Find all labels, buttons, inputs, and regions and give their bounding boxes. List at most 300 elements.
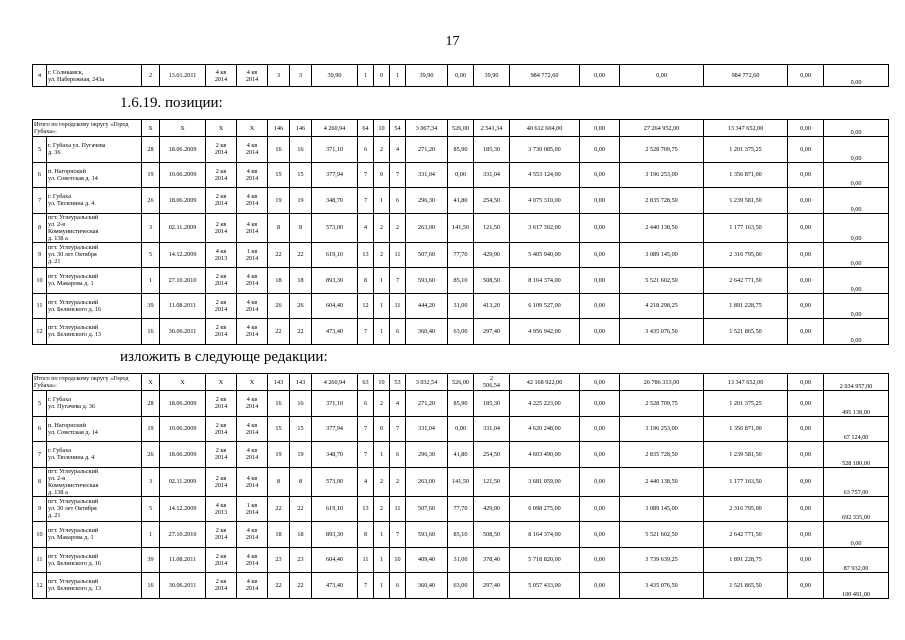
- table-cell: 41,80: [448, 442, 474, 468]
- table-cell: 2 506,54: [474, 374, 510, 391]
- table-cell: 3 089 145,00: [620, 496, 704, 522]
- table-row: [33, 137, 889, 163]
- table-cell: X: [160, 120, 206, 137]
- top-table: [32, 64, 889, 87]
- table-cell: 7: [390, 522, 406, 548]
- table-cell: 2 кв 2014: [206, 137, 237, 163]
- table-cell: 1: [374, 522, 390, 548]
- table-cell: 0,00: [620, 65, 704, 87]
- table-cell: 5 521 602,50: [620, 522, 704, 548]
- table-cell: 27 264 952,00: [620, 120, 704, 137]
- table-cell: 26 786 313,00: [620, 374, 704, 391]
- table-cell: 409,40: [406, 547, 448, 573]
- table-cell: 11: [390, 293, 406, 319]
- table-cell: X: [237, 374, 268, 391]
- table-cell: 10: [374, 120, 390, 137]
- table-cell: 77,70: [448, 242, 474, 268]
- table-cell: 5: [142, 496, 160, 522]
- table-cell: 2 034 957,00: [824, 374, 889, 391]
- table-cell: 39: [142, 547, 160, 573]
- table-cell: 7: [358, 188, 374, 214]
- table-cell: 507,60: [406, 496, 448, 522]
- table-cell: 371,10: [312, 391, 358, 417]
- table-cell: 4 кв 2014: [237, 293, 268, 319]
- table-cell: 1 356 871,00: [704, 162, 788, 188]
- table-cell: 13 347 652,00: [704, 374, 788, 391]
- table-cell: 11.08.2011: [160, 547, 206, 573]
- table-cell: 13: [358, 242, 374, 268]
- table-cell: 39: [142, 293, 160, 319]
- table-cell: 0,00: [788, 65, 824, 87]
- address-cell: Итого по городскому округу «Город Губаха»:: [33, 374, 142, 391]
- table-cell: 573,00: [312, 213, 358, 242]
- table-cell: 2 кв 2014: [206, 268, 237, 294]
- table-row: [33, 547, 889, 573]
- table-cell: 26: [268, 293, 290, 319]
- table-cell: 18: [268, 522, 290, 548]
- table-cell: 85,90: [448, 391, 474, 417]
- table-row: [33, 416, 889, 442]
- table-cell: 0,00: [448, 416, 474, 442]
- table-cell: 371,10: [312, 137, 358, 163]
- table-cell: 4 218 298,25: [620, 293, 704, 319]
- table-cell: 15: [290, 416, 312, 442]
- table-cell: 1: [358, 65, 374, 87]
- table-cell: 2 кв 2014: [206, 319, 237, 345]
- table-cell: 2 кв 2014: [206, 213, 237, 242]
- address-cell: г. Соликамск, ул. Набережная, 243а: [47, 65, 142, 87]
- table-cell: 2 кв 2014: [206, 522, 237, 548]
- section-heading: 1.6.19. позиции:: [120, 95, 223, 111]
- table-cell: 0,00: [788, 467, 824, 496]
- table-cell: 4 кв 2014: [237, 442, 268, 468]
- table-cell: 2: [374, 137, 390, 163]
- table-cell: 3 067,34: [406, 120, 448, 137]
- table-cell: 146: [268, 120, 290, 137]
- table-cell: 1 891 228,75: [704, 293, 788, 319]
- table-cell: 0,00: [824, 268, 889, 294]
- table-cell: 0,00: [788, 547, 824, 573]
- address-cell: пгт. Углеуральский ул. Белинского д. 16: [47, 293, 142, 319]
- table-cell: 271,20: [406, 391, 448, 417]
- table-cell: 0,00: [580, 268, 620, 294]
- table-cell: 26: [142, 188, 160, 214]
- table-cell: 27.10.2010: [160, 268, 206, 294]
- table-cell: 0,00: [824, 162, 889, 188]
- table-cell: 31,00: [448, 293, 474, 319]
- table-cell: 7: [33, 442, 47, 468]
- table-cell: 2 кв 2014: [206, 188, 237, 214]
- table-row: [33, 213, 889, 242]
- table-cell: 40 612 604,00: [510, 120, 580, 137]
- table-cell: 7: [33, 188, 47, 214]
- table-cell: 296,30: [406, 442, 448, 468]
- table-cell: 10.06.2009: [160, 416, 206, 442]
- table-cell: 473,40: [312, 573, 358, 599]
- table-cell: 4: [358, 213, 374, 242]
- table-cell: 11: [390, 242, 406, 268]
- table-cell: 28: [142, 137, 160, 163]
- table-cell: 8: [268, 213, 290, 242]
- table-cell: 18.06.2009: [160, 188, 206, 214]
- table-cell: 4: [358, 467, 374, 496]
- table-cell: 7: [390, 268, 406, 294]
- table-cell: 2: [374, 496, 390, 522]
- table-cell: 1 239 581,50: [704, 442, 788, 468]
- table-cell: 377,94: [312, 416, 358, 442]
- table-cell: 0,00: [448, 65, 474, 87]
- table-cell: 0,00: [580, 242, 620, 268]
- table-cell: 4 кв 2014: [237, 213, 268, 242]
- table-cell: 13 347 652,00: [704, 120, 788, 137]
- table-cell: 6 098 275,00: [510, 496, 580, 522]
- table-cell: 254,50: [474, 442, 510, 468]
- table-cell: 0,00: [788, 213, 824, 242]
- table-cell: 185,30: [474, 137, 510, 163]
- table-cell: 6: [33, 162, 47, 188]
- table-cell: 63,00: [448, 319, 474, 345]
- total-row: [33, 120, 889, 137]
- table-row: [33, 162, 889, 188]
- table-cell: 4 кв 2014: [237, 547, 268, 573]
- table-cell: 0,00: [788, 416, 824, 442]
- table-cell: 297,40: [474, 573, 510, 599]
- table-cell: 10: [33, 522, 47, 548]
- table-cell: 16: [268, 391, 290, 417]
- table-cell: 14.12.2009: [160, 242, 206, 268]
- table-cell: 2 642 771,50: [704, 522, 788, 548]
- table-cell: 2 440 138,50: [620, 467, 704, 496]
- table-cell: 271,20: [406, 137, 448, 163]
- table-cell: 1 521 865,50: [704, 319, 788, 345]
- table-cell: 495 138,00: [824, 391, 889, 417]
- table-cell: 30.06.2011: [160, 573, 206, 599]
- table-cell: 0,00: [824, 293, 889, 319]
- table-cell: 2: [390, 467, 406, 496]
- table-cell: 12: [33, 319, 47, 345]
- table-cell: 6: [358, 137, 374, 163]
- table-cell: 0,00: [580, 293, 620, 319]
- table-cell: 26: [290, 293, 312, 319]
- table-cell: 2 кв 2014: [206, 442, 237, 468]
- table-cell: 18: [290, 522, 312, 548]
- table-cell: 22: [290, 573, 312, 599]
- table-cell: 692 335,00: [824, 496, 889, 522]
- table-cell: 4: [390, 391, 406, 417]
- table-cell: 22: [290, 496, 312, 522]
- table-cell: 77,70: [448, 496, 474, 522]
- table-cell: 893,30: [312, 268, 358, 294]
- table-cell: 28: [142, 391, 160, 417]
- table-cell: 528 180,00: [824, 442, 889, 468]
- table-cell: 3 435 076,50: [620, 319, 704, 345]
- table-cell: 0,00: [580, 137, 620, 163]
- table-cell: 16: [290, 391, 312, 417]
- table-cell: 0,00: [824, 319, 889, 345]
- table-cell: 3 435 076,50: [620, 573, 704, 599]
- table-cell: 5: [33, 391, 47, 417]
- table-cell: 4 кв 2014: [237, 416, 268, 442]
- table-cell: 19: [268, 442, 290, 468]
- table-cell: 30.06.2011: [160, 319, 206, 345]
- table-cell: 360,40: [406, 573, 448, 599]
- table-cell: 7: [390, 162, 406, 188]
- table-row: [33, 268, 889, 294]
- address-cell: Итого по городскому округу «Город Губаха»:: [33, 120, 142, 137]
- table-cell: 444,20: [406, 293, 448, 319]
- table-cell: 0,00: [788, 120, 824, 137]
- table-cell: 5: [142, 242, 160, 268]
- table-cell: 15: [268, 162, 290, 188]
- table-cell: 0,00: [580, 547, 620, 573]
- table-cell: 473,40: [312, 319, 358, 345]
- table-cell: 593,60: [406, 522, 448, 548]
- table-cell: 7: [390, 416, 406, 442]
- table-cell: 02.11.2009: [160, 467, 206, 496]
- table-cell: 3 617 302,00: [510, 213, 580, 242]
- table-cell: 19: [268, 188, 290, 214]
- table-row: [33, 242, 889, 268]
- address-cell: пгт. Углеуральский ул. Белинского д. 13: [47, 573, 142, 599]
- table-cell: 6: [390, 319, 406, 345]
- table-cell: 0,00: [824, 65, 889, 87]
- address-cell: пгт. Углеуральский ул. 30 лет Октября д. 21: [47, 242, 142, 268]
- table-cell: 3 089 145,00: [620, 242, 704, 268]
- table-cell: 2 835 728,50: [620, 442, 704, 468]
- table-cell: 2: [374, 391, 390, 417]
- address-cell: пгт. Углеуральский ул. 2-я Коммунистическая д. 138 а: [47, 467, 142, 496]
- address-cell: п. Нагорнский ул. Советская д. 14: [47, 416, 142, 442]
- table-cell: 9: [33, 496, 47, 522]
- table-cell: 87 932,00: [824, 547, 889, 573]
- table-cell: 13: [358, 496, 374, 522]
- address-cell: пгт. Углеуральский ул. 2-я Коммунистическая д. 138 а: [47, 213, 142, 242]
- table-cell: 8: [290, 467, 312, 496]
- table-row: [33, 65, 889, 87]
- table-cell: 0,00: [788, 573, 824, 599]
- table-cell: 2: [374, 213, 390, 242]
- table-cell: 22: [268, 573, 290, 599]
- table-cell: 526,00: [448, 374, 474, 391]
- table-cell: 141,50: [448, 213, 474, 242]
- table-cell: 16: [290, 137, 312, 163]
- table-cell: 0,00: [580, 319, 620, 345]
- table-cell: 22: [290, 242, 312, 268]
- table-cell: 85,90: [448, 137, 474, 163]
- table-cell: 15: [290, 162, 312, 188]
- table-cell: 1: [374, 442, 390, 468]
- table-cell: 27.10.2010: [160, 522, 206, 548]
- table-cell: 297,40: [474, 319, 510, 345]
- table-cell: 0,00: [788, 319, 824, 345]
- table-cell: 22: [290, 319, 312, 345]
- table-cell: 0,00: [580, 188, 620, 214]
- table-cell: 4 225 223,00: [510, 391, 580, 417]
- table-cell: X: [237, 120, 268, 137]
- table-cell: 378,40: [474, 547, 510, 573]
- table-row: [33, 442, 889, 468]
- table-cell: 67 124,00: [824, 416, 889, 442]
- table-cell: 3 730 085,00: [510, 137, 580, 163]
- table-cell: 4 603 490,00: [510, 442, 580, 468]
- table-cell: 0,00: [824, 242, 889, 268]
- table-cell: 63 757,00: [824, 467, 889, 496]
- table-cell: 85,10: [448, 268, 474, 294]
- table-cell: 141,50: [448, 467, 474, 496]
- table-cell: 0,00: [788, 268, 824, 294]
- table-cell: 6: [390, 188, 406, 214]
- table-cell: 0,00: [788, 293, 824, 319]
- table-cell: 2 835 728,50: [620, 188, 704, 214]
- address-cell: пгт. Углеуральский ул. Макарова д. 1: [47, 522, 142, 548]
- table-cell: 4 кв 2014: [237, 573, 268, 599]
- table-cell: 2 кв 2014: [206, 293, 237, 319]
- table-cell: 5: [33, 137, 47, 163]
- table-cell: X: [142, 120, 160, 137]
- table-cell: 8: [268, 467, 290, 496]
- table-cell: 2 528 709,75: [620, 137, 704, 163]
- table-cell: 1: [374, 268, 390, 294]
- table-cell: X: [160, 374, 206, 391]
- table-cell: 4 кв 2014: [237, 162, 268, 188]
- table-cell: 5 521 602,50: [620, 268, 704, 294]
- table-cell: 18.06.2009: [160, 137, 206, 163]
- table-cell: 2: [374, 467, 390, 496]
- table-cell: 0,00: [788, 496, 824, 522]
- table-cell: 4: [390, 137, 406, 163]
- table-cell: 12: [33, 573, 47, 599]
- table-cell: 0,00: [580, 442, 620, 468]
- table-cell: 1: [374, 573, 390, 599]
- table-cell: X: [206, 374, 237, 391]
- table-cell: 4 кв 2014: [237, 65, 268, 87]
- table-cell: 6 109 527,00: [510, 293, 580, 319]
- table-cell: 100 491,00: [824, 573, 889, 599]
- table-cell: 0,00: [580, 374, 620, 391]
- table-cell: 16: [142, 573, 160, 599]
- table-cell: 11: [33, 547, 47, 573]
- table-cell: 11: [390, 496, 406, 522]
- table-cell: 63: [358, 374, 374, 391]
- table-cell: 4 кв 2014: [237, 391, 268, 417]
- table-cell: 14.12.2009: [160, 496, 206, 522]
- table-cell: 6: [390, 442, 406, 468]
- table-cell: 984 772,60: [510, 65, 580, 87]
- address-cell: пгт. Углеуральский ул. Белинского д. 16: [47, 547, 142, 573]
- table-cell: 3 739 639,25: [620, 547, 704, 573]
- table-cell: 893,30: [312, 522, 358, 548]
- table-cell: 0,00: [580, 467, 620, 496]
- table-cell: 8 164 374,00: [510, 268, 580, 294]
- table-cell: 2 кв 2014: [206, 467, 237, 496]
- table-cell: 1 356 871,00: [704, 416, 788, 442]
- table-cell: 0,00: [788, 137, 824, 163]
- table-cell: 18.06.2009: [160, 442, 206, 468]
- table-cell: 0,00: [824, 188, 889, 214]
- table-row: [33, 293, 889, 319]
- table-cell: 604,40: [312, 547, 358, 573]
- table-cell: 296,30: [406, 188, 448, 214]
- table-cell: 2 541,34: [474, 120, 510, 137]
- table-cell: 8: [358, 522, 374, 548]
- table-cell: 22: [268, 319, 290, 345]
- table-cell: 1 891 228,75: [704, 547, 788, 573]
- table-cell: 0,00: [788, 442, 824, 468]
- table-cell: 22: [268, 242, 290, 268]
- table-cell: 10: [390, 547, 406, 573]
- table-cell: 4 кв 2014: [237, 522, 268, 548]
- table-row: [33, 188, 889, 214]
- table-cell: 1: [374, 188, 390, 214]
- table-cell: 348,70: [312, 442, 358, 468]
- table-cell: 18: [268, 268, 290, 294]
- table-cell: 1 521 865,50: [704, 573, 788, 599]
- table-cell: 1 201 375,25: [704, 137, 788, 163]
- table-cell: 1 177 163,50: [704, 467, 788, 496]
- table-cell: 2: [390, 213, 406, 242]
- address-cell: пгт. Углеуральский ул. 30 лет Октября д. 21: [47, 496, 142, 522]
- table-cell: 331,04: [406, 416, 448, 442]
- table-cell: 5 718 820,00: [510, 547, 580, 573]
- table-cell: 4 кв 2014: [237, 268, 268, 294]
- table-cell: 3 681 059,00: [510, 467, 580, 496]
- table-cell: 31,00: [448, 547, 474, 573]
- table-cell: 2: [374, 242, 390, 268]
- table-cell: 3 032,54: [406, 374, 448, 391]
- table-cell: 6: [358, 391, 374, 417]
- address-cell: пгт. Углеуральский ул. Белинского д. 13: [47, 319, 142, 345]
- table-cell: 0,00: [788, 242, 824, 268]
- table-cell: 508,50: [474, 268, 510, 294]
- table-cell: 11: [358, 547, 374, 573]
- table-cell: 4 кв 2013: [206, 242, 237, 268]
- table-row: [33, 496, 889, 522]
- table-cell: 54: [390, 120, 406, 137]
- table-cell: 10.06.2009: [160, 162, 206, 188]
- table-cell: 0,00: [580, 391, 620, 417]
- table-cell: 0,00: [824, 137, 889, 163]
- table-cell: 0,00: [788, 162, 824, 188]
- table-cell: 4: [33, 65, 47, 87]
- table-cell: 4 кв 2014: [237, 467, 268, 496]
- address-cell: г. Губаха ул. Тюленина д. 4: [47, 188, 142, 214]
- table-cell: 604,40: [312, 293, 358, 319]
- table-cell: 360,40: [406, 319, 448, 345]
- table-cell: 0,00: [580, 213, 620, 242]
- table-cell: 7: [358, 573, 374, 599]
- table-cell: 377,94: [312, 162, 358, 188]
- table-row: [33, 522, 889, 548]
- table-cell: 619,10: [312, 496, 358, 522]
- table-cell: 0,00: [580, 496, 620, 522]
- table-cell: 0,00: [448, 162, 474, 188]
- table-cell: 6: [33, 416, 47, 442]
- table-cell: 53: [390, 374, 406, 391]
- table-cell: 0: [374, 416, 390, 442]
- table-cell: 4 075 310,00: [510, 188, 580, 214]
- table-cell: 0: [374, 65, 390, 87]
- table-cell: 23: [268, 547, 290, 573]
- table-row: [33, 391, 889, 417]
- table-cell: 7: [358, 319, 374, 345]
- table-cell: 331,04: [406, 162, 448, 188]
- page-number: 17: [445, 34, 460, 49]
- table-cell: 185,30: [474, 391, 510, 417]
- table-cell: 4 260,94: [312, 374, 358, 391]
- table-cell: 0,00: [788, 522, 824, 548]
- table-cell: 619,10: [312, 242, 358, 268]
- table-cell: 5 057 433,00: [510, 573, 580, 599]
